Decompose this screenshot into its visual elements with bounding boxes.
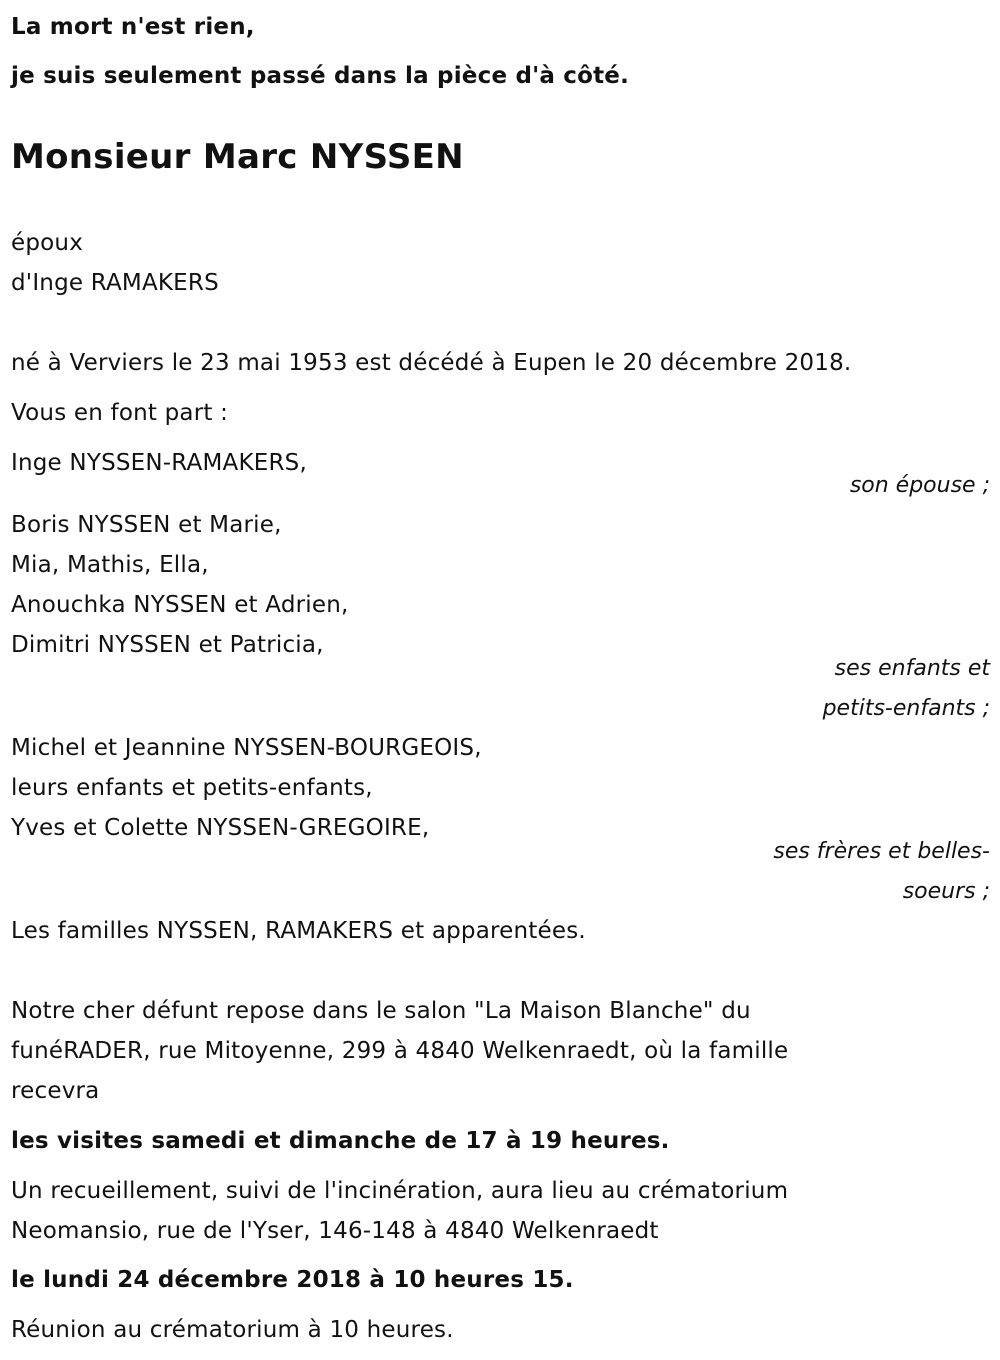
relation-label: ses enfants et <box>834 656 990 681</box>
quote-line-1: La mort n'est rien, <box>11 14 255 40</box>
relation-label: petits-enfants ; <box>822 696 990 721</box>
relation-label: son épouse ; <box>849 473 990 498</box>
family-member-line: Mia, Mathis, Ella, <box>11 552 209 578</box>
relation-label: soeurs ; <box>902 879 990 904</box>
relation-label: ses frères et belles- <box>773 839 990 864</box>
family-member-line: Anouchka NYSSEN et Adrien, <box>11 592 349 618</box>
family-member-line: leurs enfants et petits-enfants, <box>11 775 373 801</box>
spouse-name: d'Inge RAMAKERS <box>11 270 219 296</box>
deceased-name: Monsieur Marc NYSSEN <box>11 137 464 177</box>
ceremony-date: le lundi 24 décembre 2018 à 10 heures 15. <box>11 1267 574 1293</box>
visits-line: les visites samedi et dimanche de 17 à 19 heures. <box>11 1128 670 1154</box>
spouse-label: époux <box>11 230 84 256</box>
rest-line: recevra <box>11 1078 100 1104</box>
family-member-line: Inge NYSSEN-RAMAKERS, <box>11 450 307 476</box>
family-member-line: Dimitri NYSSEN et Patricia, <box>11 632 324 658</box>
meeting-line: Réunion au crématorium à 10 heures. <box>11 1317 454 1343</box>
ceremony-line: Un recueillement, suivi de l'incinération, aura lieu au crématorium <box>11 1178 789 1204</box>
quote-line-2: je suis seulement passé dans la pièce d'à côté. <box>11 63 630 89</box>
ceremony-line: Neomansio, rue de l'Yser, 146-148 à 4840 Welkenraedt <box>11 1218 659 1244</box>
family-member-line: Michel et Jeannine NYSSEN-BOURGEOIS, <box>11 735 482 761</box>
rest-line: Notre cher défunt repose dans le salon "La Maison Blanche" du <box>11 998 751 1024</box>
rest-line: funéRADER, rue Mitoyenne, 299 à 4840 Welkenraedt, où la famille <box>11 1038 789 1064</box>
announcement-intro: Vous en font part : <box>11 400 229 426</box>
family-member-line: Yves et Colette NYSSEN-GREGOIRE, <box>11 815 430 841</box>
family-member-line: Boris NYSSEN et Marie, <box>11 512 282 538</box>
birth-death-info: né à Verviers le 23 mai 1953 est décédé à Eupen le 20 décembre 2018. <box>11 350 852 376</box>
families-line: Les familles NYSSEN, RAMAKERS et apparentées. <box>11 918 586 944</box>
